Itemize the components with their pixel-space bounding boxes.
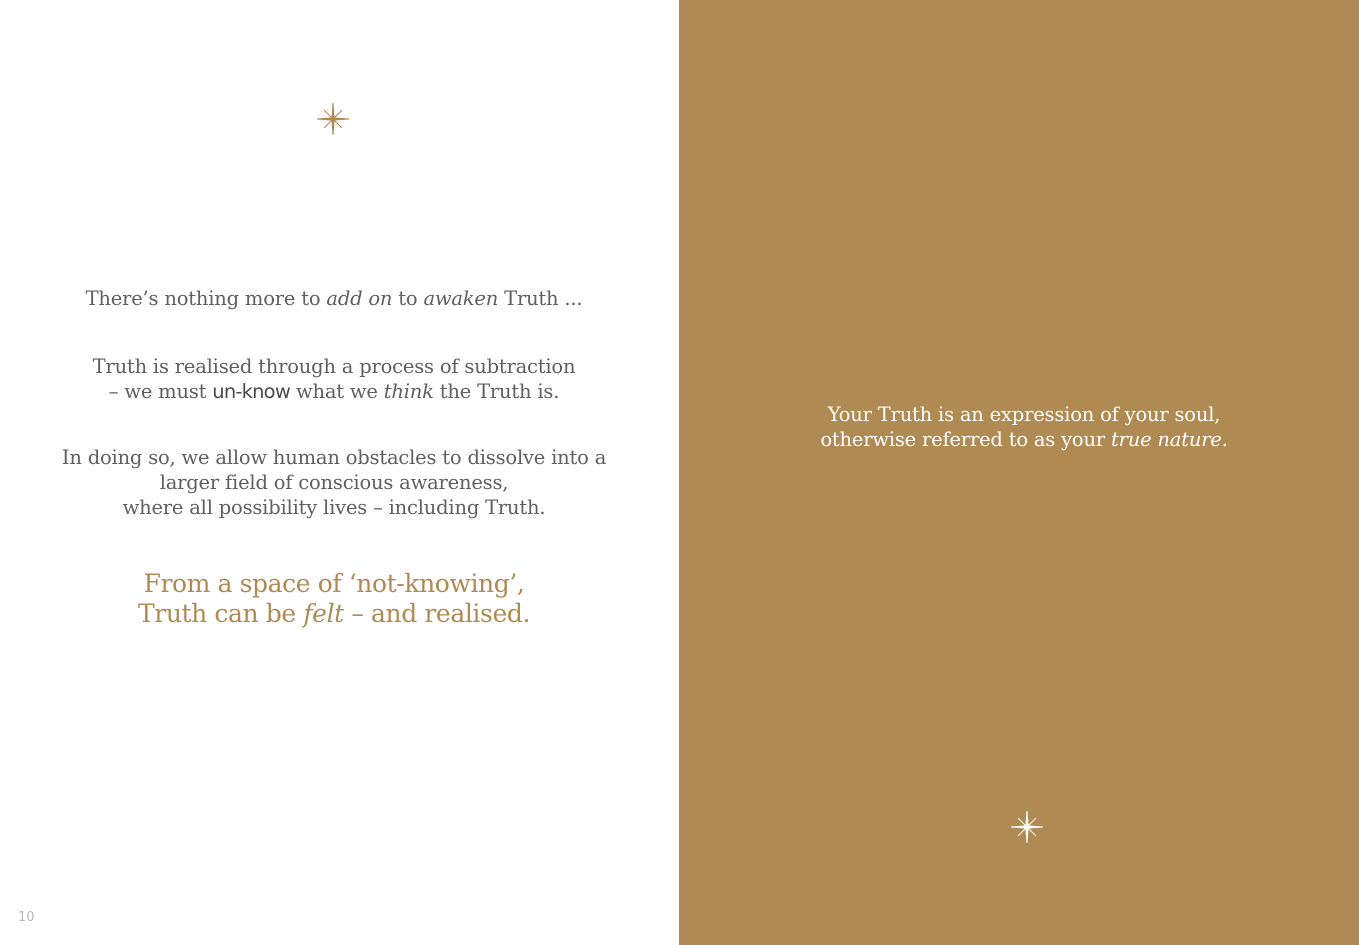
awareness-line-2: larger field of conscious awareness,	[159, 471, 509, 494]
quote-text-1: Truth can be	[138, 599, 304, 628]
true-nature-line-1: Your Truth is an expression of your soul,	[827, 403, 1221, 426]
intro-emphasis-add-on: add on	[326, 287, 393, 310]
awareness-line-3: where all possibility lives – including Truth.	[122, 496, 546, 519]
intro-line	[0, 286, 668, 311]
right-page-panel	[679, 0, 1359, 945]
subtraction-line-1: Truth is realised through a process of subtraction	[92, 355, 576, 378]
quote-line-1: From a space of ‘not-knowing’,	[143, 569, 525, 598]
compass-star-icon	[1011, 811, 1043, 843]
emphasis-true-nature: true nature.	[1110, 428, 1228, 451]
intro-text-1: There’s nothing more to	[85, 287, 327, 310]
intro-emphasis-awaken: awaken	[423, 287, 499, 310]
emphasis-think: think	[383, 380, 434, 403]
subtraction-text-2: what we	[289, 380, 384, 403]
subtraction-text-1: – we must	[108, 380, 213, 403]
subtraction-text-3: the Truth is.	[433, 380, 560, 403]
highlight-quote	[0, 569, 668, 629]
emphasis-un-know: un-know	[212, 380, 290, 403]
compass-star-icon	[317, 103, 349, 135]
awareness-paragraph	[0, 445, 668, 520]
page-number: 10	[18, 910, 35, 925]
subtraction-paragraph	[0, 354, 668, 404]
awareness-line-1: In doing so, we allow human obstacles to dissolve into a	[61, 446, 607, 469]
emphasis-felt: felt	[303, 599, 344, 628]
true-nature-text	[679, 402, 1359, 452]
quote-text-2: – and realised.	[343, 599, 530, 628]
true-nature-text-1: otherwise referred to as your	[820, 428, 1111, 451]
intro-text-3: Truth ...	[498, 287, 583, 310]
intro-text-2: to	[392, 287, 424, 310]
